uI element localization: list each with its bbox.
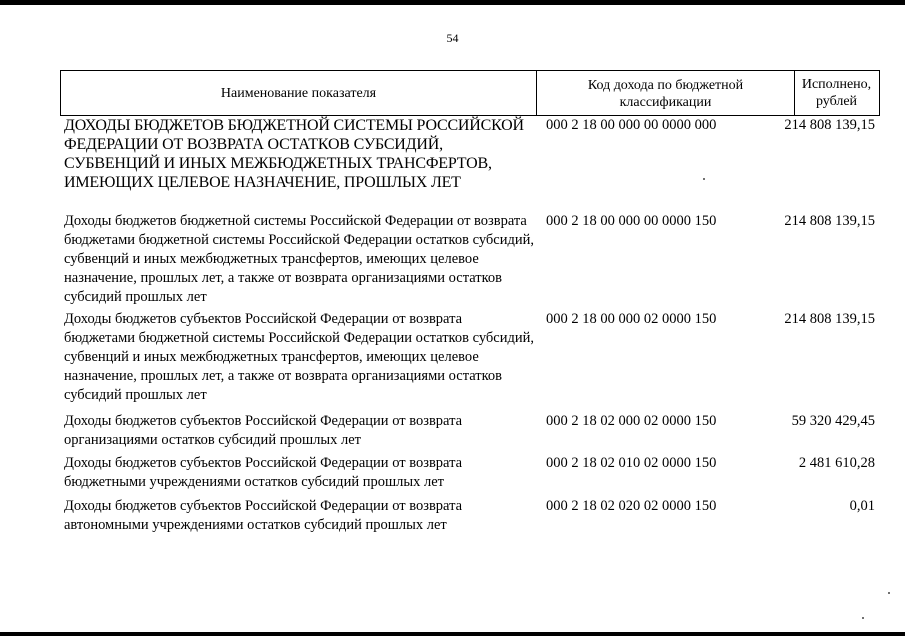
header-name: Наименование показателя <box>220 85 377 101</box>
row-name: ДОХОДЫ БЮДЖЕТОВ БЮДЖЕТНОЙ СИСТЕМЫ РОССИЙСКОЙ ФЕДЕРАЦИИ ОТ ВОЗВРАТА ОСТАТКОВ СУБСИДИЙ, СУБВЕНЦИЙ И ИНЫХ МЕЖБЮДЖЕТНЫХ ТРАНСФЕРТОВ, ИМЕЮЩИХ ЦЕЛЕВОЕ НАЗНАЧЕНИЕ, ПРОШЛЫХ ЛЕТ <box>64 117 524 191</box>
scan-speck <box>888 592 890 594</box>
row-code: 000 2 18 00 000 02 0000 150 <box>546 311 717 327</box>
row-code: 000 2 18 02 000 02 0000 150 <box>546 413 717 429</box>
scan-speck <box>862 617 864 619</box>
row-name: Доходы бюджетов бюджетной системы Российской Федерации от возврата бюджетами бюджетной системы Российской Федерации остатков субсидий, субвенций и иных межбюджетных трансфертов, имеющих целевое назначение, прошлых лет, а также от возврата организациями остатков субсидий прошлых лет <box>64 213 534 305</box>
page-number: 54 <box>446 31 459 45</box>
row-code: 000 2 18 00 000 00 0000 150 <box>546 213 717 229</box>
row-name: Доходы бюджетов субъектов Российской Федерации от возврата организациями остатков субсидий прошлых лет <box>64 413 463 448</box>
row-sum: 214 808 139,15 <box>784 213 875 229</box>
row-sum: 2 481 610,28 <box>798 455 875 471</box>
row-code: 000 2 18 02 010 02 0000 150 <box>546 455 717 471</box>
header-code-line1: Код дохода по бюджетной <box>587 78 744 93</box>
scan-speck <box>703 178 705 180</box>
row-code: 000 2 18 00 000 00 0000 000 <box>546 117 717 133</box>
row-code: 000 2 18 02 020 02 0000 150 <box>546 498 717 514</box>
scan-edge-top <box>0 0 905 5</box>
row-name: Доходы бюджетов субъектов Российской Федерации от возврата бюджетами бюджетной системы Российской Федерации остатков субсидий, субвенций и иных межбюджетных трансфертов, имеющих целевое назначение, прошлых лет, а также от возврата организациями остатков субсидий прошлых лет <box>64 311 534 403</box>
row-sum: 214 808 139,15 <box>784 117 875 133</box>
row-sum: 214 808 139,15 <box>784 311 875 327</box>
header-code <box>536 71 794 115</box>
row-name: Доходы бюджетов субъектов Российской Федерации от возврата бюджетными учреждениями остатков субсидий прошлых лет <box>64 455 463 490</box>
table-header <box>60 70 880 116</box>
scan-edge-bottom <box>0 632 905 636</box>
row-name: Доходы бюджетов субъектов Российской Федерации от возврата автономными учреждениями остатков субсидий прошлых лет <box>64 498 463 533</box>
header-sum: Исполнено, рублей <box>794 71 878 115</box>
row-sum: 0,01 <box>849 498 875 514</box>
header-code-line2: классификации <box>619 95 712 110</box>
row-sum: 59 320 429,45 <box>791 413 875 429</box>
